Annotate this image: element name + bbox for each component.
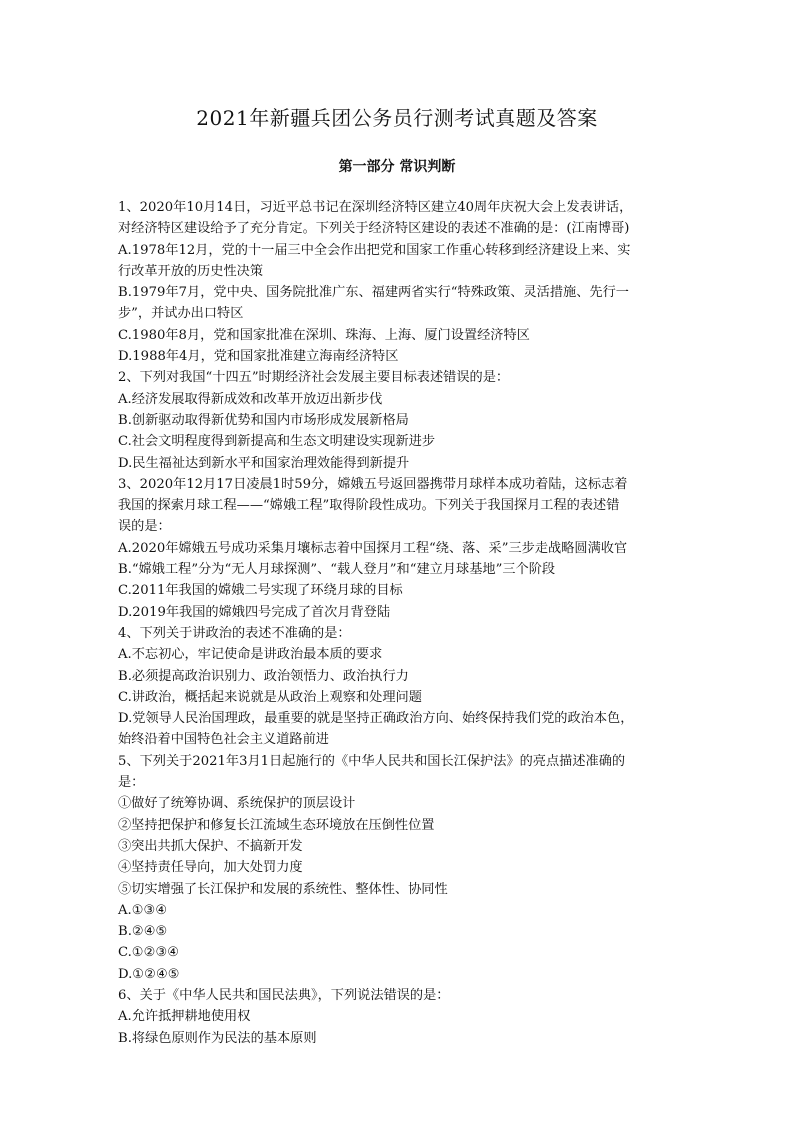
text-line: A.①③④ (118, 902, 168, 918)
text-line: 误的是： (118, 519, 171, 535)
text-line: D.党领导人民治国理政，最重要的就是坚持正确政治方向、始终保持我们党的政治本色， (118, 711, 634, 727)
text-line: 1、2020年10月14日，习近平总书记在深圳经济特区建立40周年庆祝大会上发表讲话， (118, 200, 633, 215)
text-line: C.社会文明程度得到新提高和生态文明建设实现新进步 (118, 434, 436, 450)
text-line: C.1980年8月，党和国家批准在深圳、珠海、上海、厦门设置经济特区 (118, 327, 530, 343)
text-line: 是： (118, 775, 145, 791)
text-line: A.不忘初心，牢记使命是讲政治最本质的要求 (118, 647, 383, 663)
text-line: A.经济发展取得新成效和改革开放迈出新步伐 (118, 391, 383, 407)
text-line: B.必须提高政治识别力、政治领悟力、政治执行力 (118, 668, 409, 684)
text-line: B.②④⑤ (118, 924, 168, 940)
text-line: 4、下列关于讲政治的表述不准确的是： (118, 625, 351, 641)
text-line: B.“嫦娥工程”分为“无人月球探测”、“载人登月”和“建立月球基地”三个阶段 (118, 562, 556, 578)
text-line: 始终沿着中国特色社会主义道路前进 (118, 732, 329, 748)
text-line: A.2020年嫦娥五号成功采集月壤标志着中国探月工程“绕、落、采”三步走战略圆满收官 (118, 540, 628, 556)
text-line: ①做好了统筹协调、系统保护的顶层设计 (118, 796, 356, 812)
text-line: C.①②③④ (118, 945, 180, 961)
question-body (118, 197, 678, 1049)
text-line: D.2019年我国的嫦娥四号完成了首次月背登陆 (118, 604, 391, 620)
text-line: ④坚持责任导向，加大处罚力度 (118, 860, 303, 876)
text-line: ③突出共抓大保护、不搞新开发 (118, 838, 303, 854)
text-line: ②坚持把保护和修复长江流域生态环境放在压倒性位置 (118, 817, 435, 833)
text-line: 对经济特区建设给予了充分肯定。下列关于经济特区建设的表述不准确的是：(江南博哥) (118, 221, 630, 237)
text-line: 我国的探索月球工程——“嫦娥工程”取得阶段性成功。下列关于我国探月工程的表述错 (118, 498, 620, 514)
text-line: A.允许抵押耕地使用权 (118, 1009, 251, 1025)
text-line: 2、下列对我国“十四五”时期经济社会发展主要目标表述错误的是： (118, 370, 510, 386)
text-line: C.2011年我国的嫦娥二号实现了环绕月球的目标 (118, 583, 403, 599)
text-line: ⑤切实增强了长江保护和发展的系统性、整体性、协同性 (118, 881, 448, 897)
text-line: 5、下列关于2021年3月1日起施行的《中华人民共和国长江保护法》的亮点描述准确的 (118, 753, 626, 769)
text-line: C.讲政治，概括起来说就是从政治上观察和处理问题 (118, 689, 422, 705)
text-line: B.创新驱动取得新优势和国内市场形成发展新格局 (118, 412, 409, 428)
text-line: 步”，并试办出口特区 (118, 306, 244, 322)
text-line: B.将绿色原则作为民法的基本原则 (118, 1030, 317, 1046)
text-line: 6、关于《中华人民共和国民法典》，下列说法错误的是： (118, 987, 450, 1003)
text-line: 行改革开放的历史性决策 (118, 263, 264, 279)
text-line: A.1978年12月，党的十一届三中全会作出把党和国家工作重心转移到经济建设上来、实 (118, 242, 631, 258)
text-line: D.1988年4月，党和国家批准建立海南经济特区 (118, 349, 399, 365)
section-title: 第一部分 常识判断 (338, 159, 456, 175)
text-line: D.①②④⑤ (118, 966, 180, 982)
text-line: D.民生福祉达到新水平和国家治理效能得到新提升 (118, 455, 410, 471)
text-line: B.1979年7月，党中央、国务院批准广东、福建两省实行“特殊政策、灵活措施、先行一 (118, 285, 629, 301)
document-title: 2021年新疆兵团公务员行测考试真题及答案 (196, 106, 598, 130)
text-line: 3、2020年12月17日凌晨1时59分，嫦娥五号返回器携带月球样本成功着陆，这标志着 (118, 476, 628, 492)
